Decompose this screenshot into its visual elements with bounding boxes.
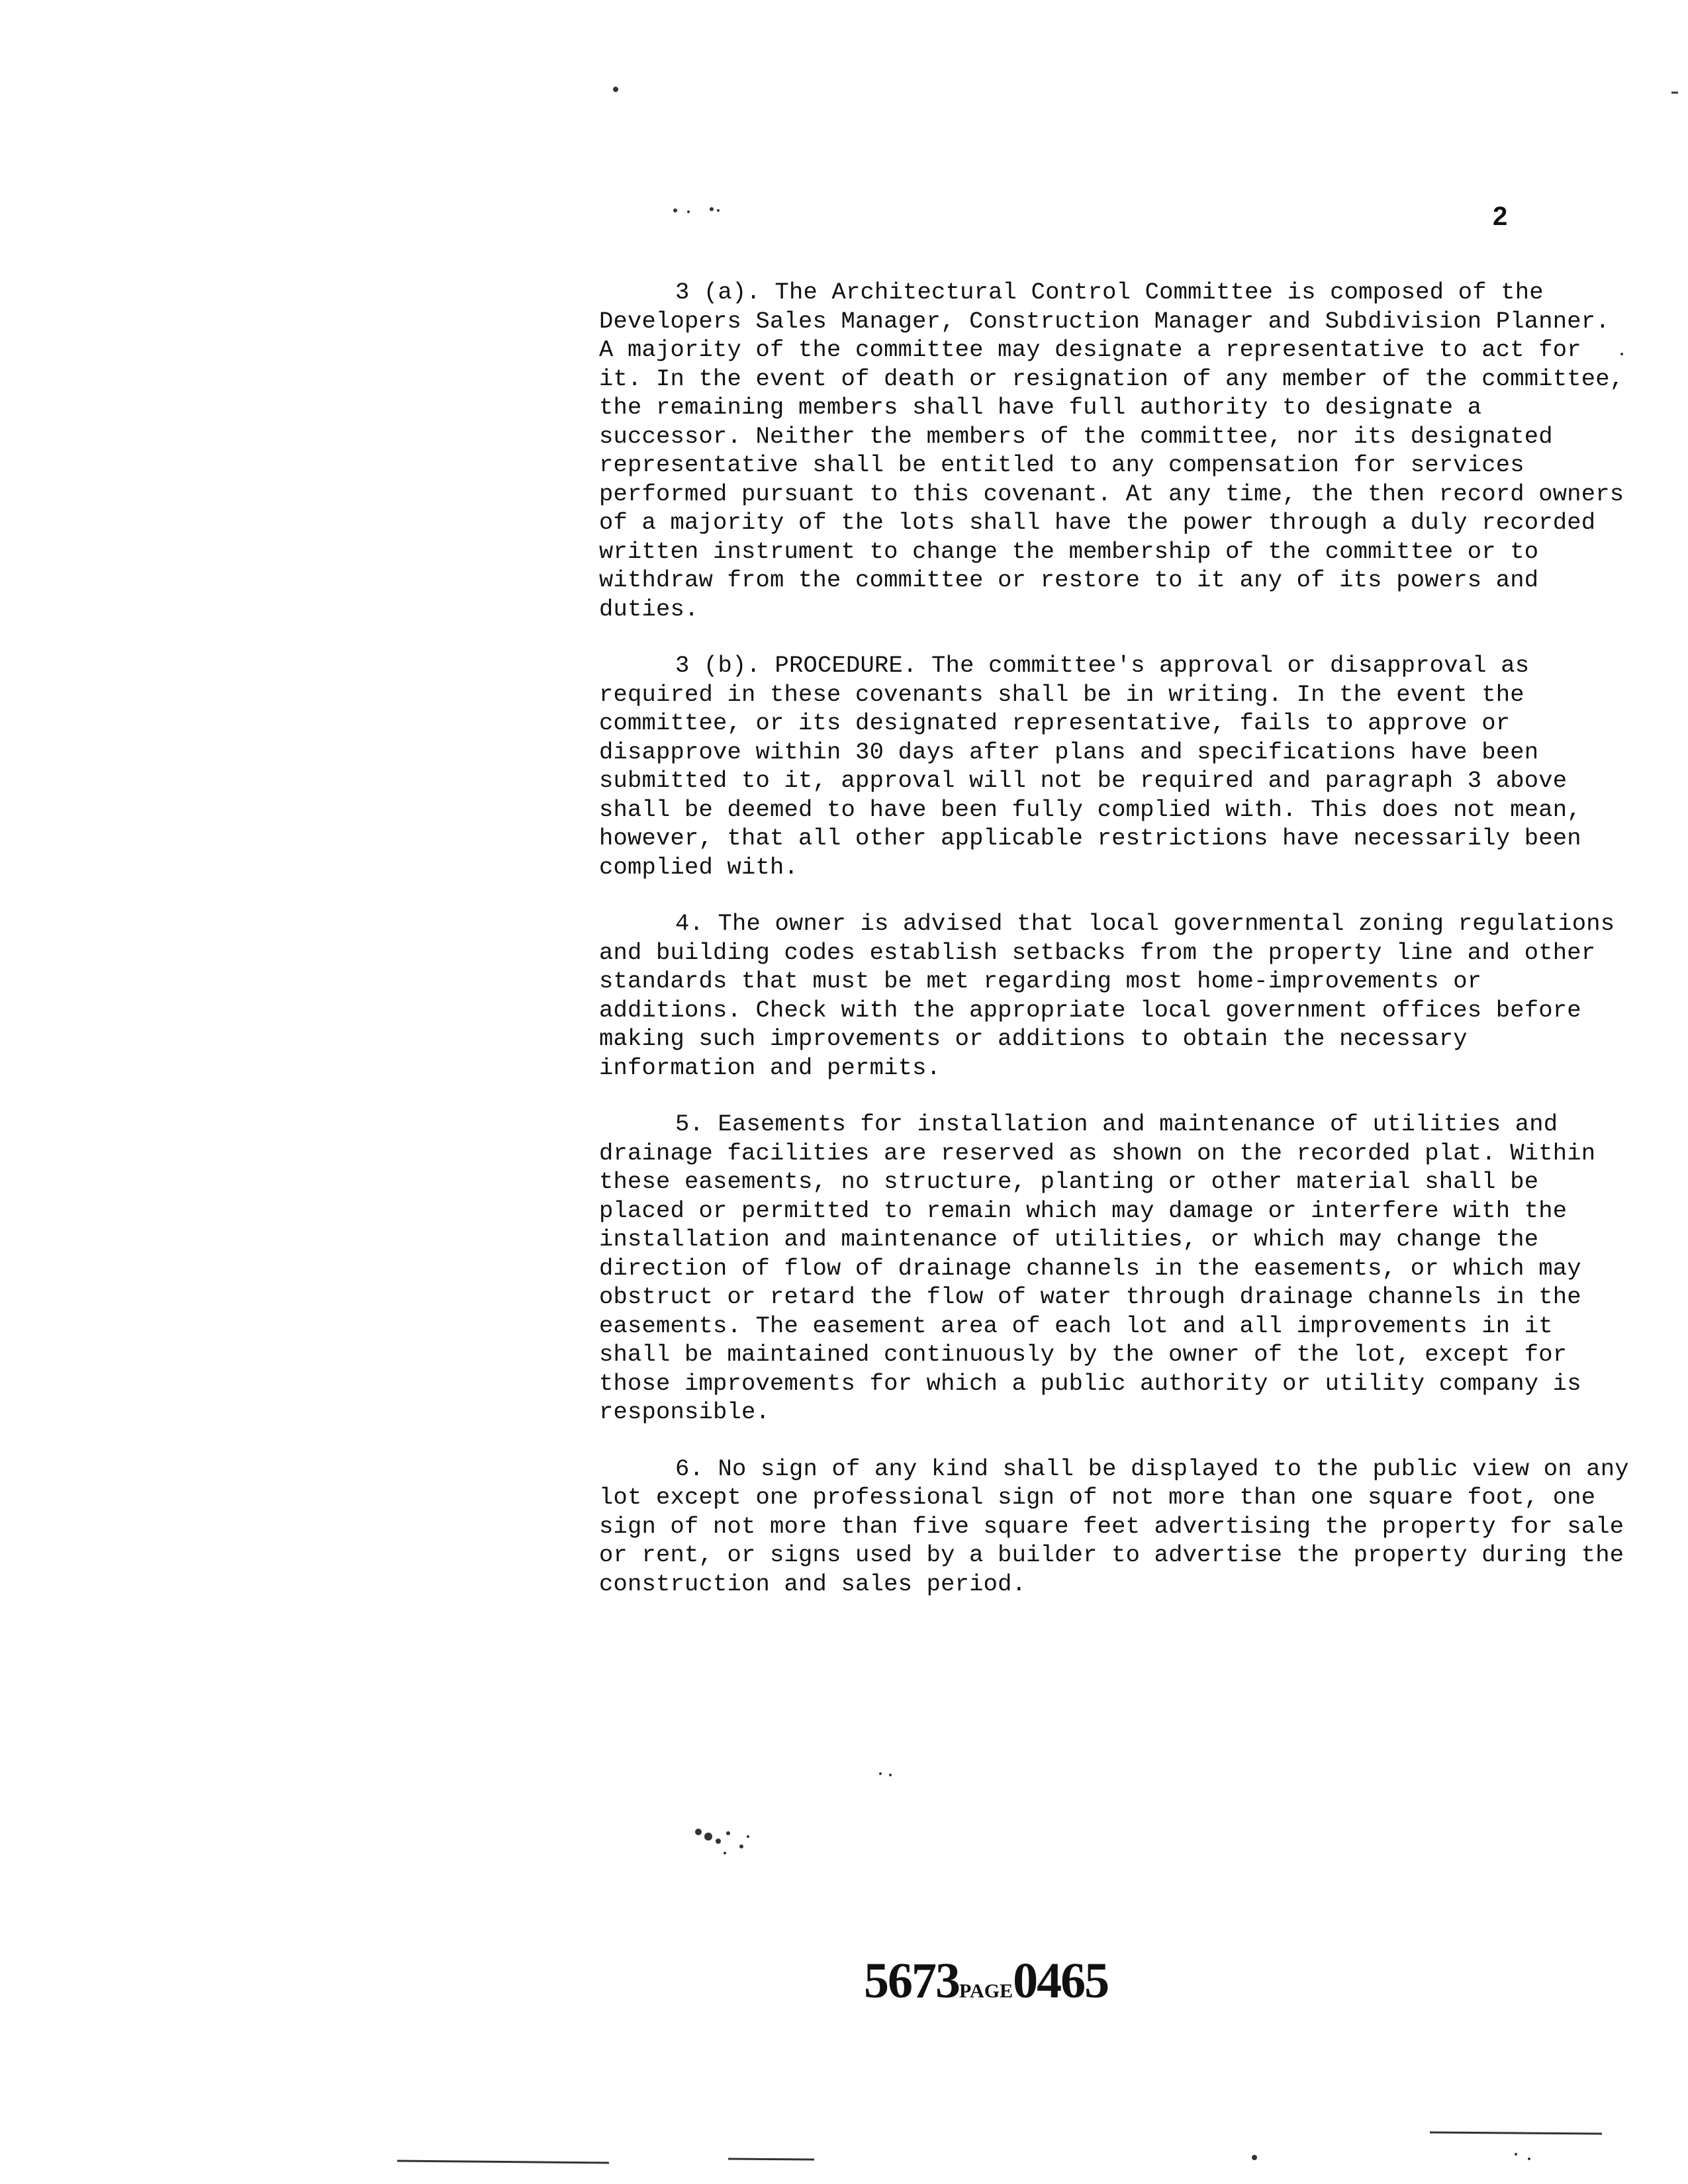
- paragraph-3a: 3 (a). The Architectural Control Committee is composed of the Developers Sales Manager, Construction Manager and Subdivision Planner. A majority of the committee may designate a representative to act for it. In the event of death or resignation of any member of the committee, the remaining members shall have full authority to designate a successor. Neither the members of the committee, nor its designated representative shall be entitled to any compensation for services performed pursuant to this covenant. At any time, the then record owners of a majority of the lots shall have the power through a duly recorded written instrument to change the membership of the committee or to withdraw from the committee or restore to it any of its powers and duties.: [599, 279, 1624, 623]
- stamp-page-label: PAGE: [959, 1980, 1013, 2002]
- paragraph-3b: 3 (b). PROCEDURE. The committee's approval or disapproval as required in these covenants shall be in writing. In the event the committee, or its designated representative, fails to approve or disapprove within 30 days after plans and specifications have been submitted to it, approval will not be required and paragraph 3 above shall be deemed to have been fully complied with. This does not mean, however, that all other applicable restrictions have necessarily been complied with.: [599, 652, 1581, 881]
- paragraph-6: 6. No sign of any kind shall be displayed to the public view on any lot except one professional sign of not more than one square foot, one sign of not more than five square feet advertising the property for sale or rent, or signs used by a builder to advertise the property during the construction and sales period.: [599, 1455, 1629, 1598]
- paragraph-4: 4. The owner is advised that local governmental zoning regulations and building codes establish setbacks from the property line and other standards that must be met regarding most home-improvements or additions. Check with the appropriate local government offices before making such improvements or additions to obtain the necessary information and permits.: [599, 910, 1615, 1081]
- stamp-page-number: 0465: [1013, 1953, 1109, 2009]
- paragraph-5: 5. Easements for installation and maintenance of utilities and drainage facilities are reserved as shown on the recorded plat. Within these easements, no structure, planting or other material shall be placed or permitted to remain which may damage or interfere with the installation and maintenance of utilities, or which may change the direction of flow of drainage channels in the easements, or which may obstruct or retard the flow of water through drainage channels in the easements. The easement area of each lot and all improvements in it shall be maintained continuously by the owner of the lot, except for those improvements for which a public authority or utility company is responsible.: [599, 1111, 1596, 1426]
- stamp-book-number: 5673: [864, 1953, 959, 2009]
- page-number: 2: [1493, 202, 1508, 231]
